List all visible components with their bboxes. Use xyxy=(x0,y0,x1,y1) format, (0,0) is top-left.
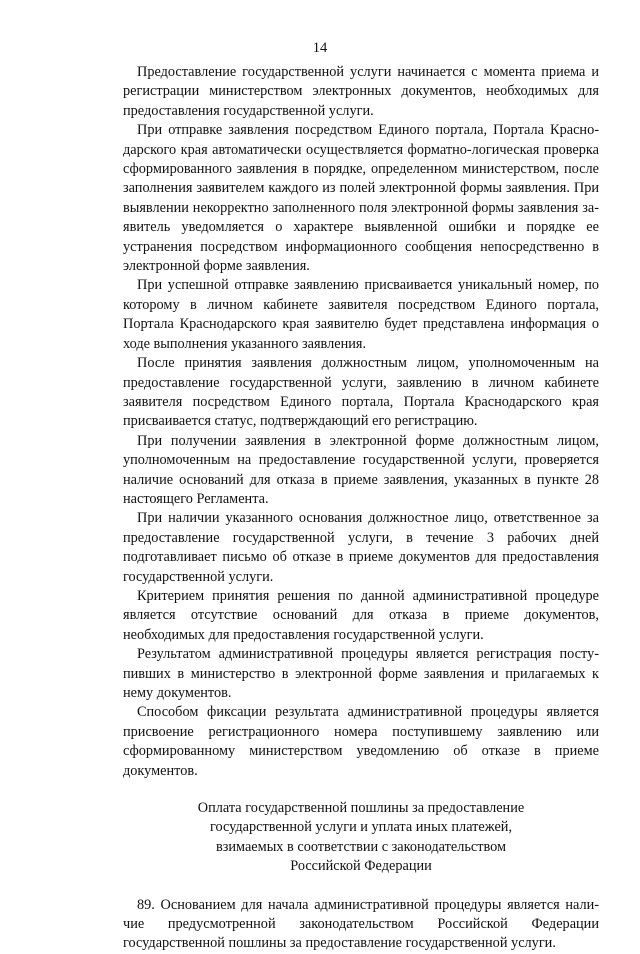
document-body xyxy=(123,63,599,954)
paragraph: При наличии указанного основания должностное лицо, ответственное за предоставление государственной услуги, в течение 3 рабочих дней подготавливает письмо об отказе в приеме документов для предоставления государственной услуги. xyxy=(123,510,599,585)
section-heading-line: государственной услуги и уплата иных платежей, xyxy=(209,819,513,836)
paragraph: Способом фиксации результата административной процедуры является присвоение регистрационного номера поступившему заявлению или сформированному министерством уведомлению об отказе в приеме документов. xyxy=(123,704,599,779)
paragraph: После принятия заявления должностным лицом, уполномоченным на предоставление государственной услуги, заявлению в личном кабинете заявителя посредством Единого портала, Портала Краснодарского края присваивается статус, подтверждающий его регистрацию. xyxy=(123,355,599,430)
section-heading xyxy=(123,799,599,877)
page-number: 14 xyxy=(312,40,328,56)
paragraph: Результатом административной процедуры является регистрация поступивших в министерство в электронной форме заявления и прилагаемых к нему документов. xyxy=(123,646,599,701)
paragraph: При отправке заявления посредством Единого портала, Портала Краснодарского края автоматически осуществляется форматно-логическая проверка сформированного заявления в порядке, определенном министерством, после заполнения заявителем каждого из полей электронной формы заявления. При выявлении некорректно заполненного поля электронной формы заявления заявитель уведомляется о характере выявленной ошибки и порядке ее устранения посредством информационного сообщения непосредственно в электронной форме заявления. xyxy=(123,122,599,275)
section-heading-line: Оплата государственной пошлины за предоставление xyxy=(197,800,525,817)
paragraph: 89. Основанием для начала административной процедуры является наличие предусмотренной законодательством Российской Федерации государственной пошлины за предоставление государственной услуги. xyxy=(123,896,599,952)
paragraph: Критерием принятия решения по данной административной процедуре является отсутствие оснований для отказа в приеме документов, необходимых для предоставления государственной услуги. xyxy=(123,587,599,643)
paragraph: При получении заявления в электронной форме должностным лицом, уполномоченным на предоставление государственной услуги, проверяется наличие оснований для отказа в приеме заявления, указанных в пункте 28 настоящего Регламента. xyxy=(123,432,599,507)
paragraph: Предоставление государственной услуги начинается с момента приема и регистрации министерством электронных документов, необходимых для предоставления государственной услуги. xyxy=(123,64,599,119)
paragraph: При успешной отправке заявлению присваивается уникальный номер, по которому в личном кабинете заявителя посредством Единого портала, Портала Краснодарского края заявителю будет представлена информация о ходе выполнения указанного заявления. xyxy=(123,277,599,352)
section-heading-line: взимаемых в соответствии с законодательством xyxy=(215,838,507,855)
section-heading-line: Российской Федерации xyxy=(290,858,432,875)
